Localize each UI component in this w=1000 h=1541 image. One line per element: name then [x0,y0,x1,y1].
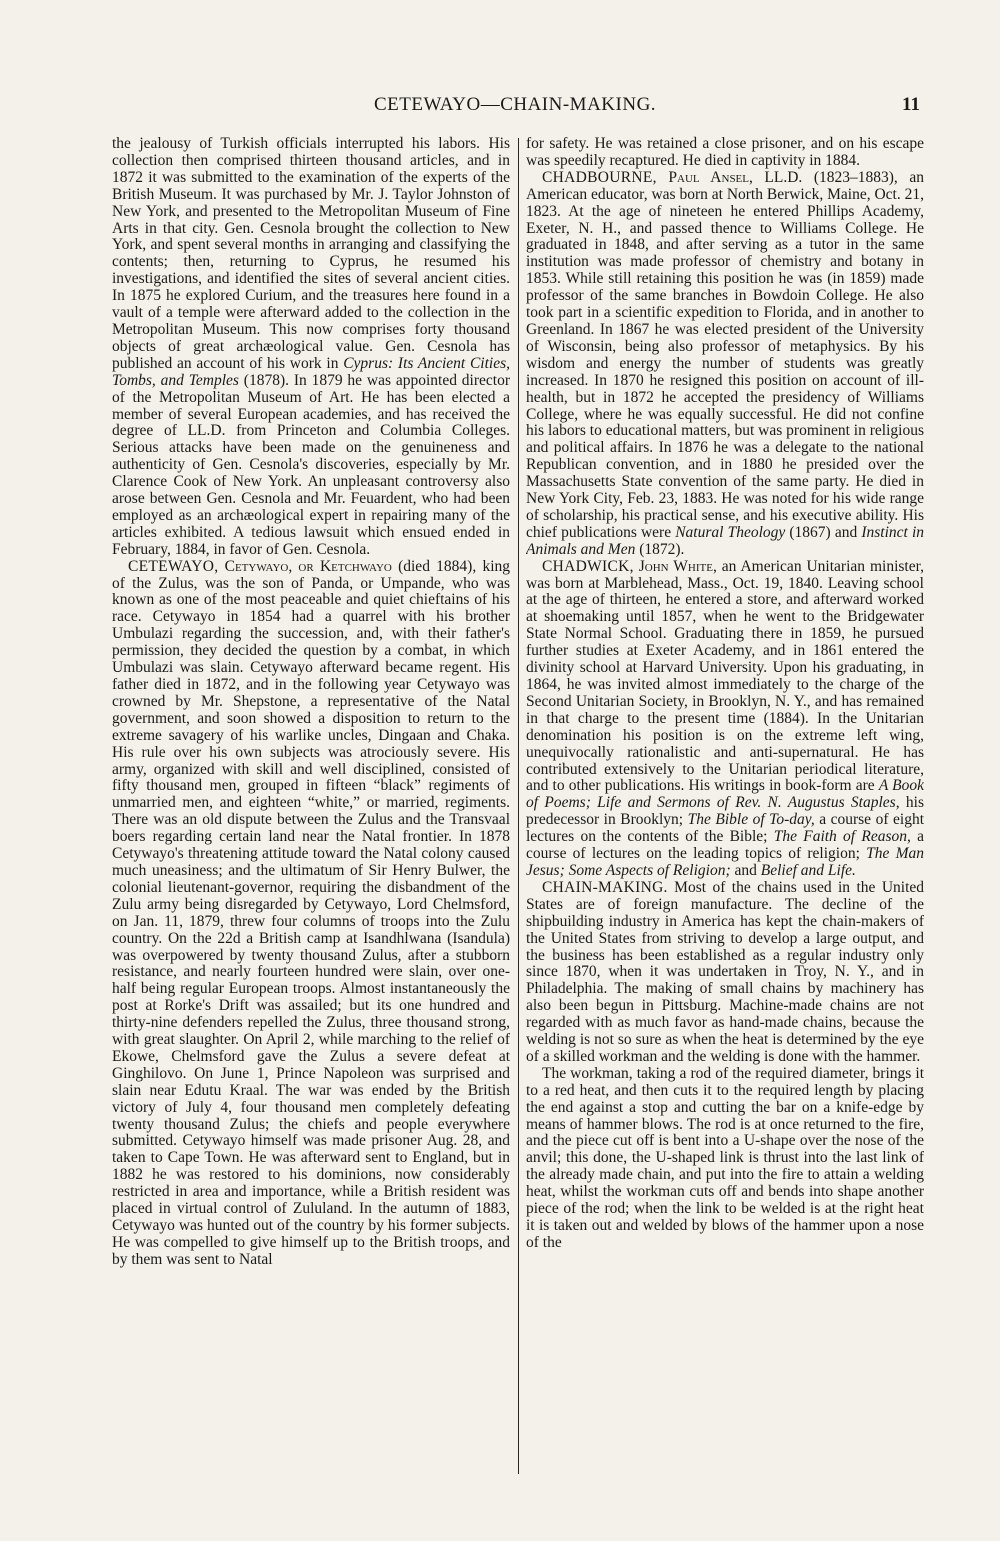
work-title: The Man Jesus; Some Aspects of Religion; [526,845,924,879]
entry-cetewayo [112,559,510,1269]
entry-heading: CHADWICK, [542,557,634,575]
entry-body: a course of eight lectures on the contents of the Bible; [526,811,924,846]
entry-body: (died 1884), king of the Zulus, was the son of Panda, or Umpande, who was known as one of the most peaceable and quiet chieftains of his race. Cetywayo in 1854 had a quarrel with his brother Umbulazi regarding the succession, and, with their father's permission, they decided the question by a combat, in which Umbulazi was slain. Cetywayo afterward became regent. His father died in 1872, and in the following year Cetywayo was crowned by Mr. Shepstone, a representative of the Natal government, and soon showed a disposition to return to the extreme savagery of his warlike uncles, Dingaan and Chaka. His rule over his own subjects was atrociously severe. His army, organized with skill and well disciplined, consisted of fifty thousand men, grouped in fifteen “black” regiments of unmarried men, and eighteen “white,” or married, regiments. There was an old dispute between the Zulus and the Transvaal boers regarding certain land near the Natal frontier. In 1878 Cetywayo's threatening attitude toward the Natal colony caused much uneasiness; and the ultimatum of Sir Henry Bulwer, the colonial lieutenant-governor, requiring the disbandment of the Zulu army being disregarded by Cetywayo, Lord Chelmsford, on Jan. 11, 1879, threw four columns of troops into the Zulu country. On the 22d a British camp at Isandhlwana (Isandula) was overpowered by twenty thousand Zulus, after a stubborn resistance, and nearly fourteen hundred were slain, over one-half being regular European troops. Almost instantaneously the post at Rorke's Drift was assailed; but its one hundred and thirty-nine defenders repelled the Zulus, three thousand strong, with great slaughter. On April 2, while marching to the relief of Ekowe, Chelmsford gave the Zulus a severe defeat at Ginghilovo. On June 1, Prince Napoleon was surprised and slain near Edutu Kraal. The war was ended by the British victory of July 4, four thousand men completely defeating twenty thousand Zulus; the chiefs and people everywhere submitted. Cetywayo himself was made prisoner Aug. 28, and taken to Cape Town. He was afterward sent to England, but in 1882 he was restored to his dominions, now considerably restricted in area and importance, while a British resident was placed in virtual control of Zululand. In the autumn of 1883, Cetywayo was hunted out of the country by his former subjects. He was compelled to give himself up to the British troops, and by them was sent to Natal [112,557,510,1268]
work-title: Natural Theology [675,523,786,541]
entry-heading: CETEWAYO, [128,557,219,575]
entry-degree: LL.D. [752,168,803,186]
work-title: The Faith of Reason, [773,828,911,846]
right-column [526,136,924,1506]
work-title: Instinct in Animals and Men [526,523,924,558]
chain-making-paragraph-2: The workman, taking a rod of the required diameter, brings it to a red heat, and then cuts it to the required length by placing the end against a stop and cutting the bar on a knife-edge by means of hammer blows. The rod is at once returned to the fire, and the piece cut off is bent into a U-shape over the nose of the anvil; this done, the U-shaped link is thrust into the last link of the already made chain, and put into the fire to attain a welding heat, whilst the workman cuts off and bends into shape another piece of the rod; when the link to be welded is at the right heat it is taken out and welded by blows of the hammer upon a nose of the [526,1064,924,1251]
entry-body: an American Unitarian minister, was born at Marblehead, Mass., Oct. 19, 1840. Leaving school at the age of thirteen, he entered a store, and afterward worked at shoemaking until 1857, when he went to the Bridgewater State Normal School. Graduating there in 1859, he pursued further studies at Exeter Academy, and in 1861 entered the divinity school at Harvard University. Upon his graduating, in 1864, he was invited almost immediately to the charge of the Second Unitarian Society, in Brooklyn, N. Y., and has remained in that charge to the present time (1884). In the Unitarian denomination his position is on the extreme left wing, unequivocally rationalistic and anti-supernatural. He has contributed extensively to the Unitarian periodical literature, and to other publications. His writings in book-form are [526,557,924,795]
work-title: The Bible of To-day, [687,811,815,829]
left-column [112,136,510,1506]
cesnola-text-rest: (1878). In 1879 he was appointed director of the Metropolitan Museum of Art. He has been elected a member of several European academies, and has received the degree of LL.D. from Princeton and Columbia Colleges. Serious attacks have been made on the genuineness and authenticity of Gen. Cesnola's discoveries, especially by Mr. Clarence Cook of New York. An unpleasant controversy also arose between Gen. Cesnola and Mr. Feuardent, who had been employed as an archæological expert in repairing many of the articles exhibited. A tedious lawsuit which ensued ended in February, 1884, in favor of Gen. Cesnola. [112,371,510,558]
entry-heading: CHADBOURNE, [542,168,657,186]
entry-body: (1867) and [785,523,862,541]
work-title: Belief and Life. [760,861,856,879]
entry-given-names: John White, [633,557,717,575]
entry-body: (1872). [635,540,685,558]
entry-body: his predecessor in Brooklyn; [526,794,924,829]
running-title: CETEWAYO—CHAIN-MAKING. [373,94,657,115]
cetewayo-continuation: for safety. He was retained a close prisoner, and on his escape was speedily recaptured. He died in captivity in 1884. [526,136,924,169]
entry-chadbourne [526,170,924,559]
text-columns [112,136,924,1506]
cesnola-text: the jealousy of Turkish officials interrupted his labors. His collection then comprised thirteen thousand articles, and in 1872 it was submitted to the examination of the experts of the British Museum. It was purchased by Mr. J. Taylor Johnston of New York, and presented to the Metropolitan Museum of Fine Arts in that city. Gen. Cesnola brought the collection to New York, and spent several months in arranging and classifying the contents; then, returning to Cyprus, he resumed his investigations, and identified the sites of several ancient cities. In 1875 he explored Curium, and the treasures here found in a vault of a temple were afterward added to the collection in the Metropolitan Museum. This now comprises forty thousand objects of great archæological value. Gen. Cesnola has published an account of his work in [112,136,510,372]
entry-alt-names: Cetywayo, or Ketchwayo [218,557,392,575]
entry-body: and [730,861,761,879]
entry-chadwick [526,559,924,880]
entry-chain-making [526,880,924,1066]
cesnola-continuation [112,136,510,559]
entry-heading: CHAIN-MAKING. [542,878,668,896]
entry-given-names: Paul Ansel, [656,168,753,186]
entry-body: (1823–1883), an American educator, was born at North Berwick, Maine, Oct. 21, 1823. At the age of nineteen he entered Phillips Academy, Exeter, N. H., and passed thence to Williams College. He graduated in 1848, and after serving as a tutor in the same institution was made professor of chemistry and botany in 1853. While still retaining this position he was (in 1859) made professor of the same branches in Bowdoin College. He also took part in a scientific expedition to Florida, and in another to Greenland. In 1867 he was elected president of the University of Wisconsin, being also professor of metaphysics. By his wisdom and energy the number of students was greatly increased. In 1870 he resigned this position on account of ill-health, but in 1872 he accepted the presidency of Williams College, where he was equally successful. He did not confine his labors to educational matters, but was prominent in religious and political affairs. In 1876 he was a delegate to the national Republican convention, and in 1880 he presided over the Massachusetts State convention of the same party. He died in New York City, Feb. 23, 1883. He was noted for his wide range of scholarship, his practical sense, and his executive ability. His chief publications were [526,168,924,541]
page-number: 11 [902,94,920,115]
entry-body: Most of the chains used in the United States are of foreign manufacture. The decline of the shipbuilding industry in America has kept the chain-makers of the United States from striving to develop a large output, and the business has been established as a regular industry only since 1870, when it was undertaken in Troy, N. Y., and in Philadelphia. The making of small chains by machinery has also been begun in Pittsburg. Machine-made chains are not regarded with as much favor as hand-made chains, because the welding is not so sure as when the heat is determined by the eye of a skilled workman and the welding is done with the hammer. [526,878,924,1065]
work-title: A Book of Poems; Life and Sermons of Rev. N. Augustus Staples, [526,777,924,812]
cesnola-work-title: Cyprus: Its Ancient Cities, Tombs, and Temples [112,354,510,389]
entry-body: a course of lectures on the leading topics of religion; [526,828,924,863]
column-divider [518,138,519,1474]
running-head [110,94,920,124]
